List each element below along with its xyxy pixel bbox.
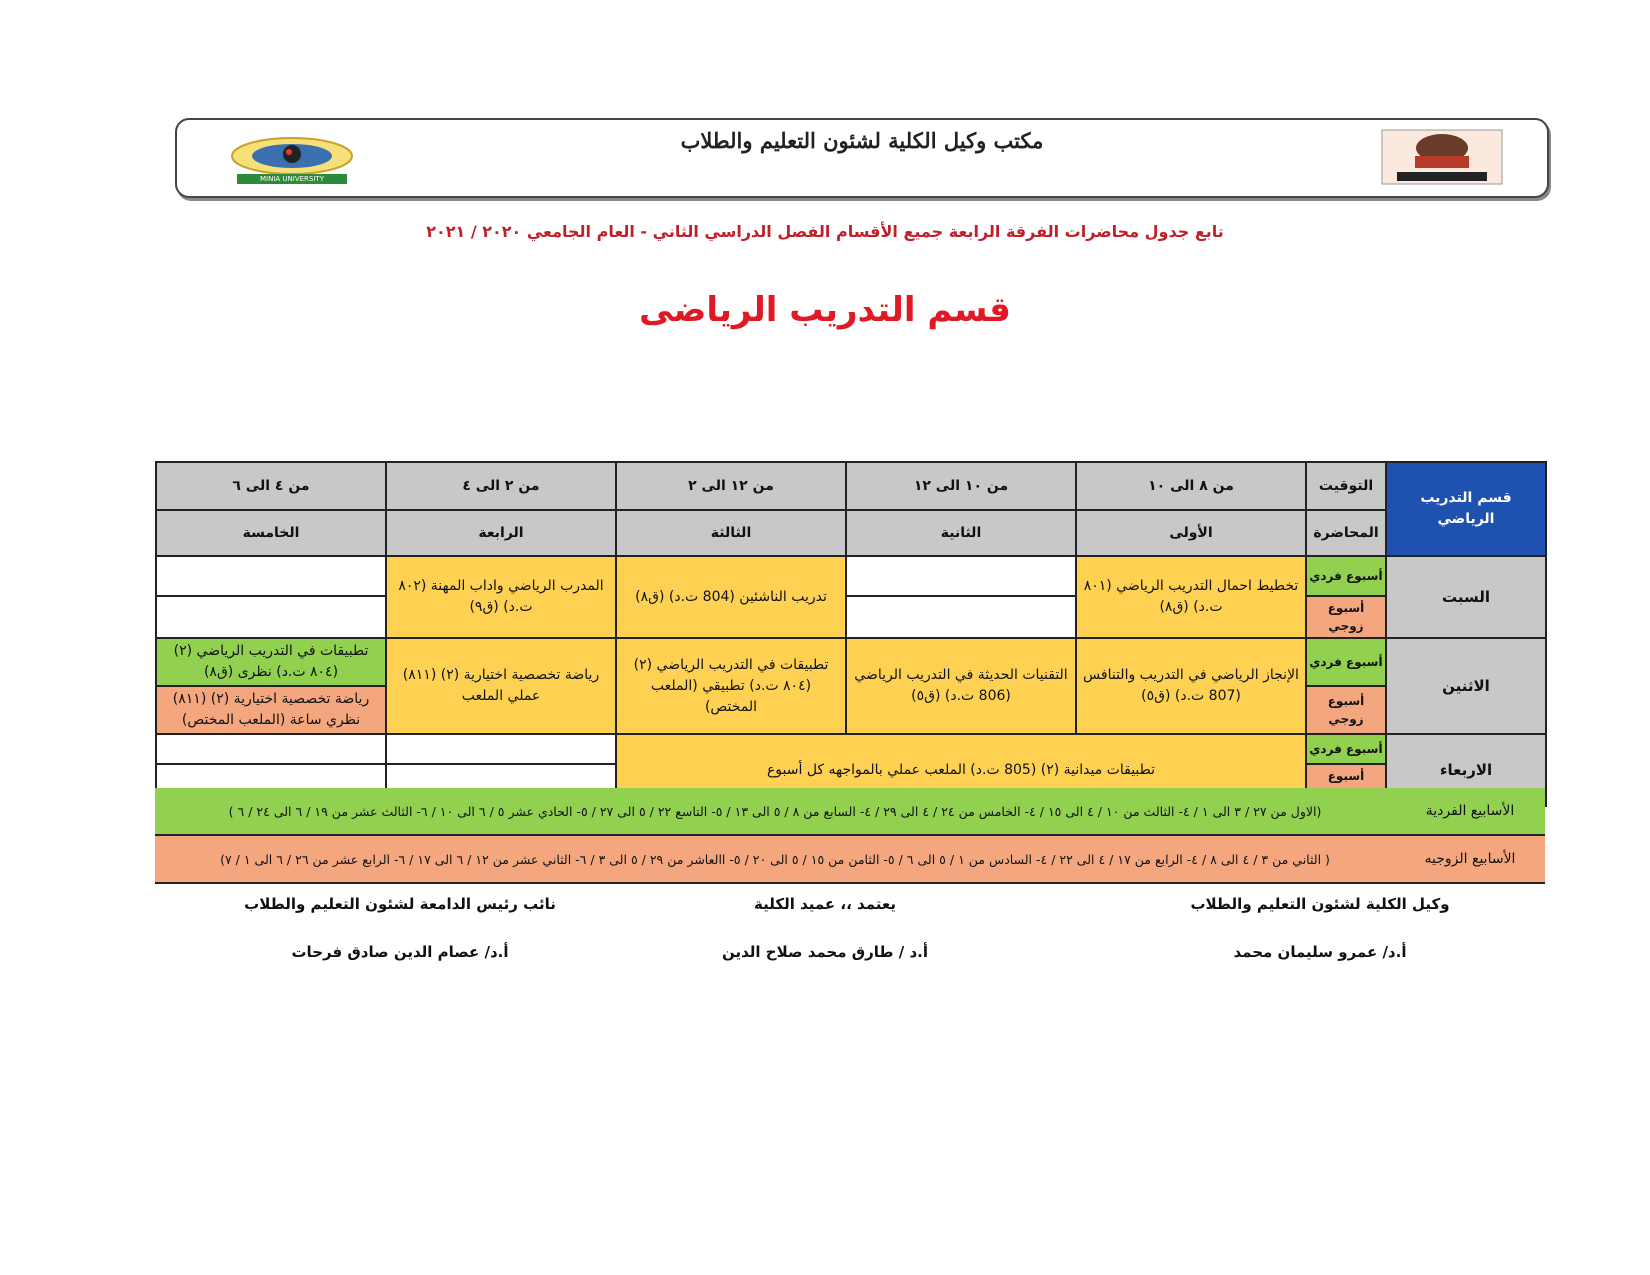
lecture-1: الأولى: [1076, 510, 1306, 556]
day-saturday: السبت: [1386, 556, 1546, 638]
lecture-label: المحاضرة: [1306, 510, 1386, 556]
department-title: قسم التدريب الرياضى: [639, 290, 1011, 330]
odd-weeks-label: الأسابيع الفردية: [1425, 803, 1515, 819]
even-weeks-label: الأسابيع الزوجيه: [1424, 851, 1516, 867]
sat-lecture-4: المدرب الرياضي واداب المهنة (٨٠٢ ت.د) (ق٩): [386, 556, 616, 638]
mon-lecture-3: تطبيقات في التدريب الرياضي (٢) (٨٠٤ ت.د) تطبيقي (الملعب المختص): [616, 638, 846, 734]
sat-lecture-5-odd: [156, 556, 386, 596]
sat-lecture-3: تدريب الناشئين (804 ت.د) (ق٨): [616, 556, 846, 638]
even-weeks-dates: ( الثاني من ٣ / ٤ الى ٨ / ٤- الرابع من ١٧ / ٤ الى ٢٢ / ٤- السادس من ١ / ٥ الى ٦ / ٥- الثامن من ١٥ / ٥ الى ٢٠ / ٥- االعاشر من ٢٩ / ٥ الى ٣ / ٦- الثاني عشر من ١٢ / ٦ الى ١٧ / ٦- الرابع عشر من ٢٦ / ٦ الى ١ / ٧): [220, 851, 1330, 867]
dean-title: يعتمد ،، عميد الكلية: [754, 895, 896, 913]
faculty-logo: [1377, 126, 1507, 188]
schedule-table: [155, 461, 1547, 807]
week-even-label: أسبوع: [1306, 764, 1386, 806]
timing-label: التوقيت: [1306, 462, 1386, 510]
lecture-5: الخامسة: [156, 510, 386, 556]
time-slot-3: من ١٢ الى ٢: [616, 462, 846, 510]
time-slot-1: من ٨ الى ١٠: [1076, 462, 1306, 510]
dean-name: أ.د / طارق محمد صلاح الدين: [721, 943, 928, 961]
time-slot-4: من ٢ الى ٤: [386, 462, 616, 510]
university-vp-name: أ.د/ عصام الدين صادق فرحات: [291, 943, 509, 961]
department-cell: قسم التدريب الرياضي: [1386, 462, 1546, 556]
week-odd-label: أسبوع فردي: [1306, 556, 1386, 596]
header-box: [175, 118, 1549, 198]
lecture-3: الثالثة: [616, 510, 846, 556]
day-monday: الاثنين: [1386, 638, 1546, 734]
logo-caption: MINIA UNIVERSITY: [260, 175, 324, 183]
week-odd-label: أسبوع فردي: [1306, 734, 1386, 764]
sat-lecture-1: تخطيط احمال التدريب الرياضي (٨٠١ ت.د) (ق٨): [1076, 556, 1306, 638]
wed-lecture-4-odd: [386, 734, 616, 764]
wed-lecture-5-odd: [156, 734, 386, 764]
week-even-label: أسبوع زوجي: [1306, 596, 1386, 638]
mon-lecture-5-even: رياضة تخصصية اختيارية (٢) (٨١١) نظري ساعة (الملعب المختص): [156, 686, 386, 734]
mon-lecture-4: رياضة تخصصية اختيارية (٢) (٨١١) عملي الملعب: [386, 638, 616, 734]
vice-dean-name: أ.د/ عمرو سليمان محمد: [1233, 943, 1407, 961]
odd-weeks-row: [155, 788, 1545, 836]
sat-lecture-2-odd: [846, 556, 1076, 596]
mon-lecture-1: الإنجاز الرياضي في التدريب والتنافس (807 ت.د) (ق٥): [1076, 638, 1306, 734]
week-even-label: أسبوع زوجي: [1306, 686, 1386, 734]
mon-lecture-5-odd: تطبيقات في التدريب الرياضي (٢) (٨٠٤ ت.د) نظرى (ق٨): [156, 638, 386, 686]
schedule-subtitle: تابع جدول محاضرات الفرقة الرابعة جميع الأقسام الفصل الدراسي الثاني - العام الجامعي ٢٠٢٠ / ٢٠٢١: [426, 222, 1224, 241]
vice-dean-title: وكيل الكلية لشئون التعليم والطلاب: [1190, 895, 1450, 913]
wed-lecture-1-3: تطبيقات ميدانية (٢) (805 ت.د) الملعب عملي بالمواجهه كل أسبوع: [616, 734, 1306, 806]
mon-lecture-2: التقنيات الحديثة في التدريب الرياضي (806 ت.د) (ق٥): [846, 638, 1076, 734]
day-wednesday: الاربعاء: [1386, 734, 1546, 806]
even-weeks-row: [155, 836, 1545, 884]
sat-lecture-5-even: [156, 596, 386, 638]
week-odd-label: أسبوع فردي: [1306, 638, 1386, 686]
lecture-2: الثانية: [846, 510, 1076, 556]
lecture-4: الرابعة: [386, 510, 616, 556]
university-vp-title: نائب رئيس الدامعة لشئون التعليم والطلاب: [244, 895, 556, 913]
office-title: مكتب وكيل الكلية لشئون التعليم والطلاب: [680, 128, 1044, 153]
odd-weeks-dates: (الاول من ٢٧ / ٣ الى ١ / ٤- الثالث من ١٠ / ٤ الى ١٥ / ٤- الخامس من ٢٤ / ٤ الى ٢٩ / ٤- السابع من ٨ / ٥ الى ١٣ / ٥- التاسع ٢٢ / ٥ الى ٢٧ / ٥- الحادي عشر ٥ / ٦ الى ١٠ / ٦- الثالث عشر من ١٩ / ٦ الى ٢٤ / ٦ ): [228, 803, 1322, 819]
time-slot-5: من ٤ الى ٦: [156, 462, 386, 510]
time-slot-2: من ١٠ الى ١٢: [846, 462, 1076, 510]
sat-lecture-2-even: [846, 596, 1076, 638]
